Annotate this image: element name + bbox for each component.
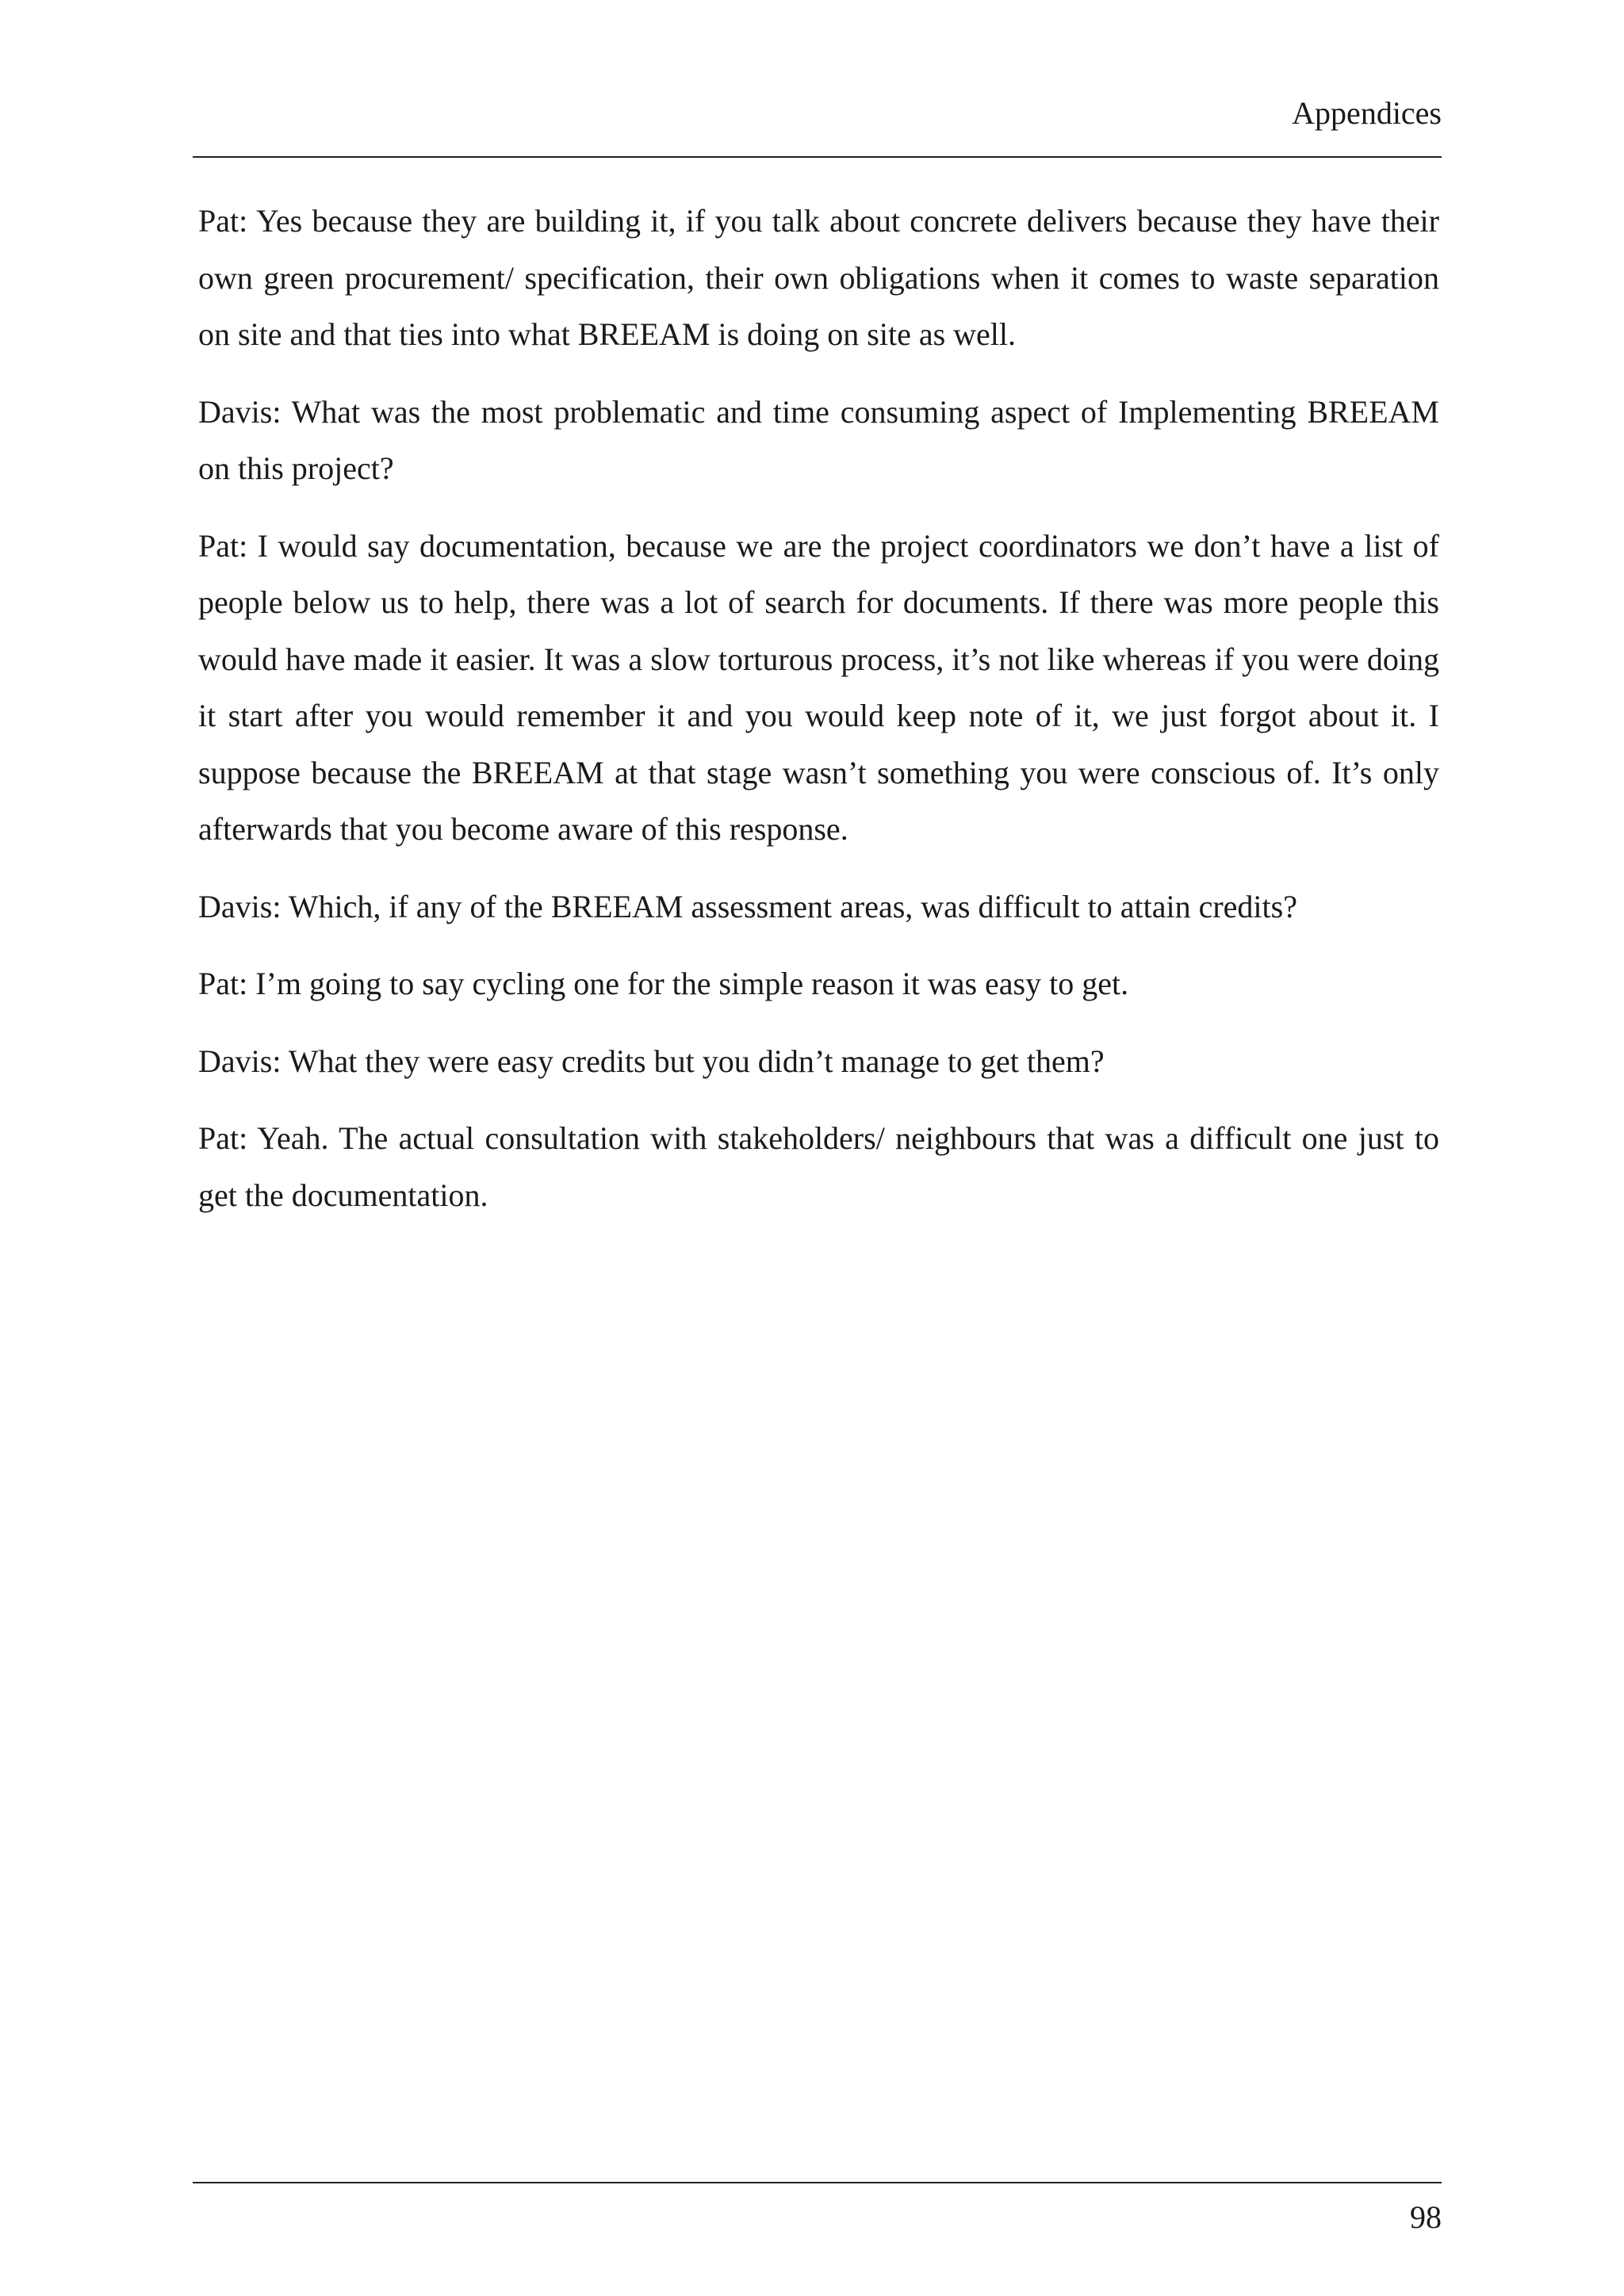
transcript-paragraph: Pat: Yeah. The actual consultation with stakeholders/ neighbours that was a difficult one just to get the documentation. bbox=[198, 1120, 1439, 1213]
transcript-paragraph: Davis: What was the most problematic and time consuming aspect of Implementing BREEAM on this project? bbox=[198, 393, 1439, 486]
interview-transcript bbox=[198, 193, 1439, 1244]
transcript-paragraph: Davis: What they were easy credits but you didn’t manage to get them? bbox=[198, 1043, 1105, 1079]
transcript-paragraph: Davis: Which, if any of the BREEAM assessment areas, was difficult to attain credits? bbox=[198, 888, 1297, 924]
running-footer bbox=[193, 2182, 1442, 2253]
page-number: 98 bbox=[1410, 2199, 1442, 2235]
transcript-paragraph: Pat: Yes because they are building it, if you talk about concrete delivers because they have their own green procurement/ specification, their own obligations when it comes to waste separation on site and that ties into what BREEAM is doing on site as well. bbox=[198, 203, 1439, 352]
running-header bbox=[193, 0, 1442, 158]
transcript-paragraph: Pat: I’m going to say cycling one for the simple reason it was easy to get. bbox=[198, 966, 1129, 1001]
header-title: Appendices bbox=[1292, 95, 1442, 131]
transcript-paragraph: Pat: I would say documentation, because we are the project coordinators we don’t have a list of people below us to help, there was a lot of search for documents. If there was more people this would have made it easier. It was a slow torturous process, it’s not like whereas if you were doing it start after you would remember it and you would keep note of it, we just forgot about it. I suppose because the BREEAM at that stage wasn’t something you were conscious of. It’s only afterwards that you become aware of this response. bbox=[198, 527, 1439, 847]
